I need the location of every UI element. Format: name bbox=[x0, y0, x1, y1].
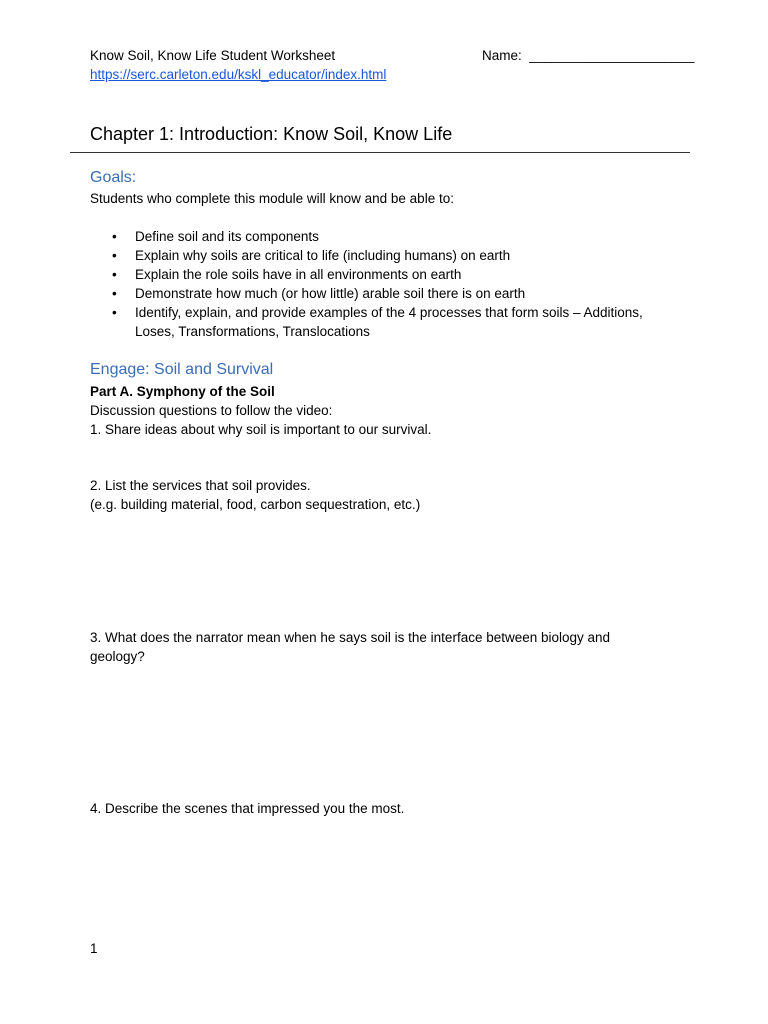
question-1: 1. Share ideas about why soil is important to our survival. bbox=[90, 422, 432, 437]
engage-heading: Engage: Soil and Survival bbox=[90, 361, 274, 378]
goals-heading: Goals: bbox=[90, 169, 137, 186]
question-2-hint: (e.g. building material, food, carbon sequestration, etc.) bbox=[90, 497, 421, 512]
goals-intro: Students who complete this module will know and be able to: bbox=[90, 191, 454, 206]
bullet-icon: • bbox=[112, 248, 117, 263]
worksheet-title: Know Soil, Know Life Student Worksheet bbox=[90, 48, 336, 63]
name-field-label: Name: ______________________ bbox=[482, 48, 695, 63]
list-item: • Demonstrate how much (or how little) arable soil there is on earth bbox=[112, 286, 526, 301]
list-item: • Explain why soils are critical to life (including humans) on earth bbox=[112, 248, 511, 263]
bullet-icon: • bbox=[112, 267, 117, 282]
goals-list bbox=[90, 227, 670, 341]
chapter-title: Chapter 1: Introduction: Know Soil, Know Life bbox=[90, 124, 453, 144]
page-number: 1 bbox=[90, 941, 98, 956]
question-2: 2. List the services that soil provides. bbox=[90, 478, 311, 493]
title-divider bbox=[70, 152, 690, 153]
discussion-intro: Discussion questions to follow the video: bbox=[90, 403, 333, 418]
bullet-icon: • bbox=[112, 305, 117, 320]
list-item: • Define soil and its components bbox=[112, 229, 319, 244]
list-item: • Explain the role soils have in all environments on earth bbox=[112, 267, 462, 282]
question-4: 4. Describe the scenes that impressed you the most. bbox=[90, 801, 405, 816]
educator-link[interactable]: https://serc.carleton.edu/kskl_educator/index.html bbox=[90, 67, 387, 82]
bullet-icon: • bbox=[112, 286, 117, 301]
bullet-icon: • bbox=[112, 229, 117, 244]
question-3: 3. What does the narrator mean when he says soil is the interface between biology and geology? bbox=[90, 630, 611, 664]
list-item: • Identify, explain, and provide examples of the 4 processes that form soils – Additions, Loses, Transformations, Translocations bbox=[112, 305, 643, 339]
part-a-heading: Part A. Symphony of the Soil bbox=[90, 384, 275, 399]
